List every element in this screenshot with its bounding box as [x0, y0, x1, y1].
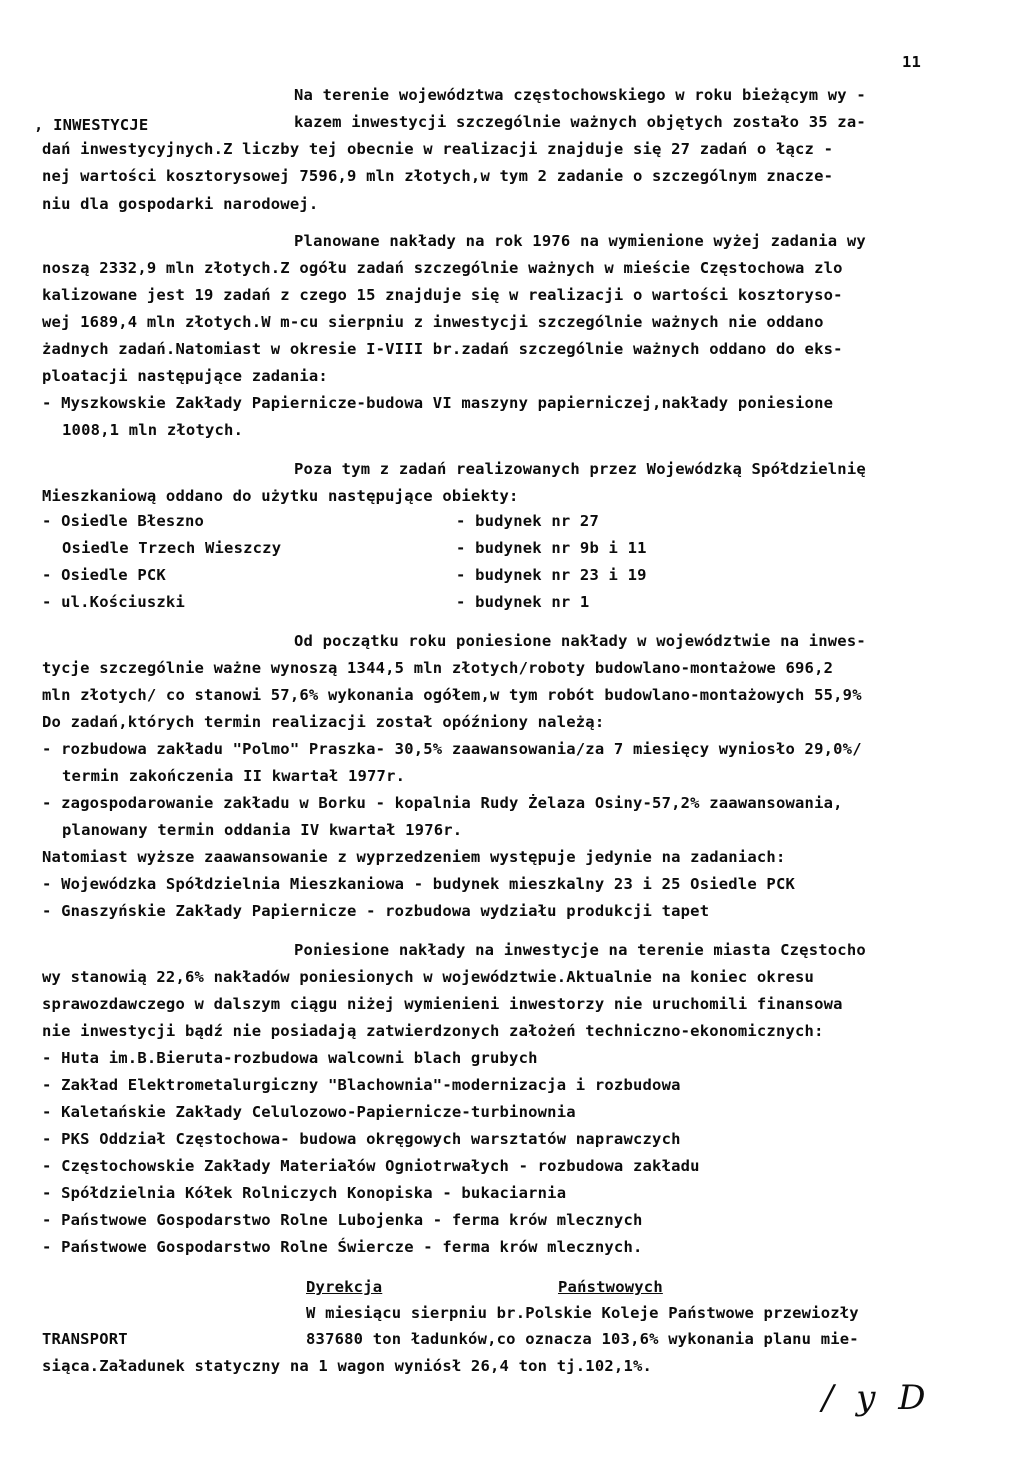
- text-line: ploatacji następujące zadania:: [42, 367, 328, 385]
- text-line: Planowane nakłady na rok 1976 na wymienione wyżej zadania wy: [294, 232, 866, 250]
- text-line: noszą 2332,9 mln złotych.Z ogółu zadań szczególnie ważnych w mieście Częstochowa zlo: [42, 259, 843, 277]
- text-line: - rozbudowa zakładu "Polmo" Praszka- 30,5% zaawansowania/za 7 miesięcy wyniosło 29,0%/: [42, 740, 862, 758]
- text-line: - Państwowe Gospodarstwo Rolne Lubojenka - ferma krów mlecznych: [42, 1211, 643, 1229]
- text-line: dań inwestycyjnych.Z liczby tej obecnie w realizacji znajduje się 27 zadań o łącz -: [42, 140, 834, 158]
- text-line: - Kaletańskie Zakłady Celulozowo-Papiernicze-turbinownia: [42, 1103, 576, 1121]
- text-line: sprawozdawczego w dalszym ciągu niżej wymienieni inwestorzy nie uruchomili finansowa: [42, 995, 843, 1013]
- transport-heading-part1: Dyrekcja: [306, 1278, 383, 1296]
- text-line: tycje szczególnie ważne wynoszą 1344,5 mln złotych/roboty budowlano-montażowe 696,2: [42, 659, 834, 677]
- transport-heading-part2: Państwowych: [558, 1278, 663, 1296]
- text-line: Od początku roku poniesione nakłady w województwie na inwes-: [294, 632, 866, 650]
- text-line: niu dla gospodarki narodowej.: [42, 195, 319, 213]
- text-line: Do zadań,których termin realizacji został opóźniony należą:: [42, 713, 605, 731]
- building-number: - budynek nr 27: [456, 512, 599, 530]
- text-line: - Huta im.B.Bieruta-rozbudowa walcowni blach grubych: [42, 1049, 538, 1067]
- handwritten-signature: / y D: [822, 1378, 932, 1418]
- text-line: Mieszkaniową oddano do użytku następujące obiekty:: [42, 487, 529, 505]
- text-line: W miesiącu sierpniu br.Polskie Koleje Państwowe przewiozły: [306, 1304, 859, 1322]
- margin-label-transport: TRANSPORT: [42, 1330, 128, 1348]
- text-line: kalizowane jest 19 zadań z czego 15 znajduje się w realizacji o wartości kosztoryso-: [42, 286, 843, 304]
- text-line: - Wojewódzka Spółdzielnia Mieszkaniowa - budynek mieszkalny 23 i 25 Osiedle PCK: [42, 875, 796, 893]
- text-line: żadnych zadań.Natomiast w okresie I-VIII br.zadań szczególnie ważnych oddano do eks-: [42, 340, 843, 358]
- text-line: wy stanowią 22,6% nakładów poniesionych w województwie.Aktualnie na koniec okresu: [42, 968, 815, 986]
- text-line: siąca.Załadunek statyczny na 1 wagon wyniósł 26,4 ton tj.102,1%.: [42, 1357, 653, 1375]
- text-line: wej 1689,4 mln złotych.W m-cu sierpniu z inwestycji szczególnie ważnych nie oddano: [42, 313, 824, 331]
- estate-name: - Osiedle PCK: [42, 566, 166, 584]
- text-line: mln złotych/ co stanowi 57,6% wykonania ogółem,w tym robót budowlano-montażowych 55,9%: [42, 686, 862, 704]
- text-line: kazem inwestycji szczególnie ważnych objętych zostało 35 za-: [294, 113, 866, 131]
- text-line: 1008,1 mln złotych.: [62, 421, 244, 439]
- text-line: 837680 ton ładunków,co oznacza 103,6% wykonania planu mie-: [306, 1330, 859, 1348]
- building-number: - budynek nr 23 i 19: [456, 566, 647, 584]
- text-line: - Częstochowskie Zakłady Materiałów Ogniotrwałych - rozbudowa zakładu: [42, 1157, 700, 1175]
- text-line: Natomiast wyższe zaawansowanie z wyprzedzeniem występuje jedynie na zadaniach:: [42, 848, 786, 866]
- text-line: nie inwestycji bądź nie posiadają zatwierdzonych założeń techniczno-ekonomicznych:: [42, 1022, 824, 1040]
- page-number: 11: [902, 53, 922, 71]
- text-line: - zagospodarowanie zakładu w Borku - kopalnia Rudy Żelaza Osiny-57,2% zaawansowania,: [42, 794, 843, 812]
- margin-label-inwestycje: , INWESTYCJE: [34, 116, 149, 134]
- text-line: termin zakończenia II kwartał 1977r.: [62, 767, 406, 785]
- estate-name: - Osiedle Błeszno: [42, 512, 205, 530]
- text-line: Na terenie województwa częstochowskiego w roku bieżącym wy -: [294, 86, 866, 104]
- text-line: - Gnaszyńskie Zakłady Papiernicze - rozbudowa wydziału produkcji tapet: [42, 902, 710, 920]
- text-line: planowany termin oddania IV kwartał 1976r.: [62, 821, 463, 839]
- text-line: nej wartości kosztorysowej 7596,9 mln złotych,w tym 2 zadanie o szczególnym znacze-: [42, 167, 834, 185]
- text-line: - Myszkowskie Zakłady Papiernicze-budowa VI maszyny papierniczej,nakłady poniesione: [42, 394, 834, 412]
- building-number: - budynek nr 9b i 11: [456, 539, 647, 557]
- text-line: - Spółdzielnia Kółek Rolniczych Konopiska - bukaciarnia: [42, 1184, 567, 1202]
- text-line: - Państwowe Gospodarstwo Rolne Świercze - ferma krów mlecznych.: [42, 1238, 643, 1256]
- text-line: Poza tym z zadań realizowanych przez Wojewódzką Spółdzielnię: [294, 460, 866, 478]
- text-line: Poniesione nakłady na inwestycje na terenie miasta Częstocho: [294, 941, 866, 959]
- building-number: - budynek nr 1: [456, 593, 590, 611]
- text-line: - Zakład Elektrometalurgiczny "Blachownia"-modernizacja i rozbudowa: [42, 1076, 681, 1094]
- estate-name: Osiedle Trzech Wieszczy: [62, 539, 282, 557]
- text-line: - PKS Oddział Częstochowa- budowa okręgowych warsztatów naprawczych: [42, 1130, 681, 1148]
- estate-name: - ul.Kościuszki: [42, 593, 185, 611]
